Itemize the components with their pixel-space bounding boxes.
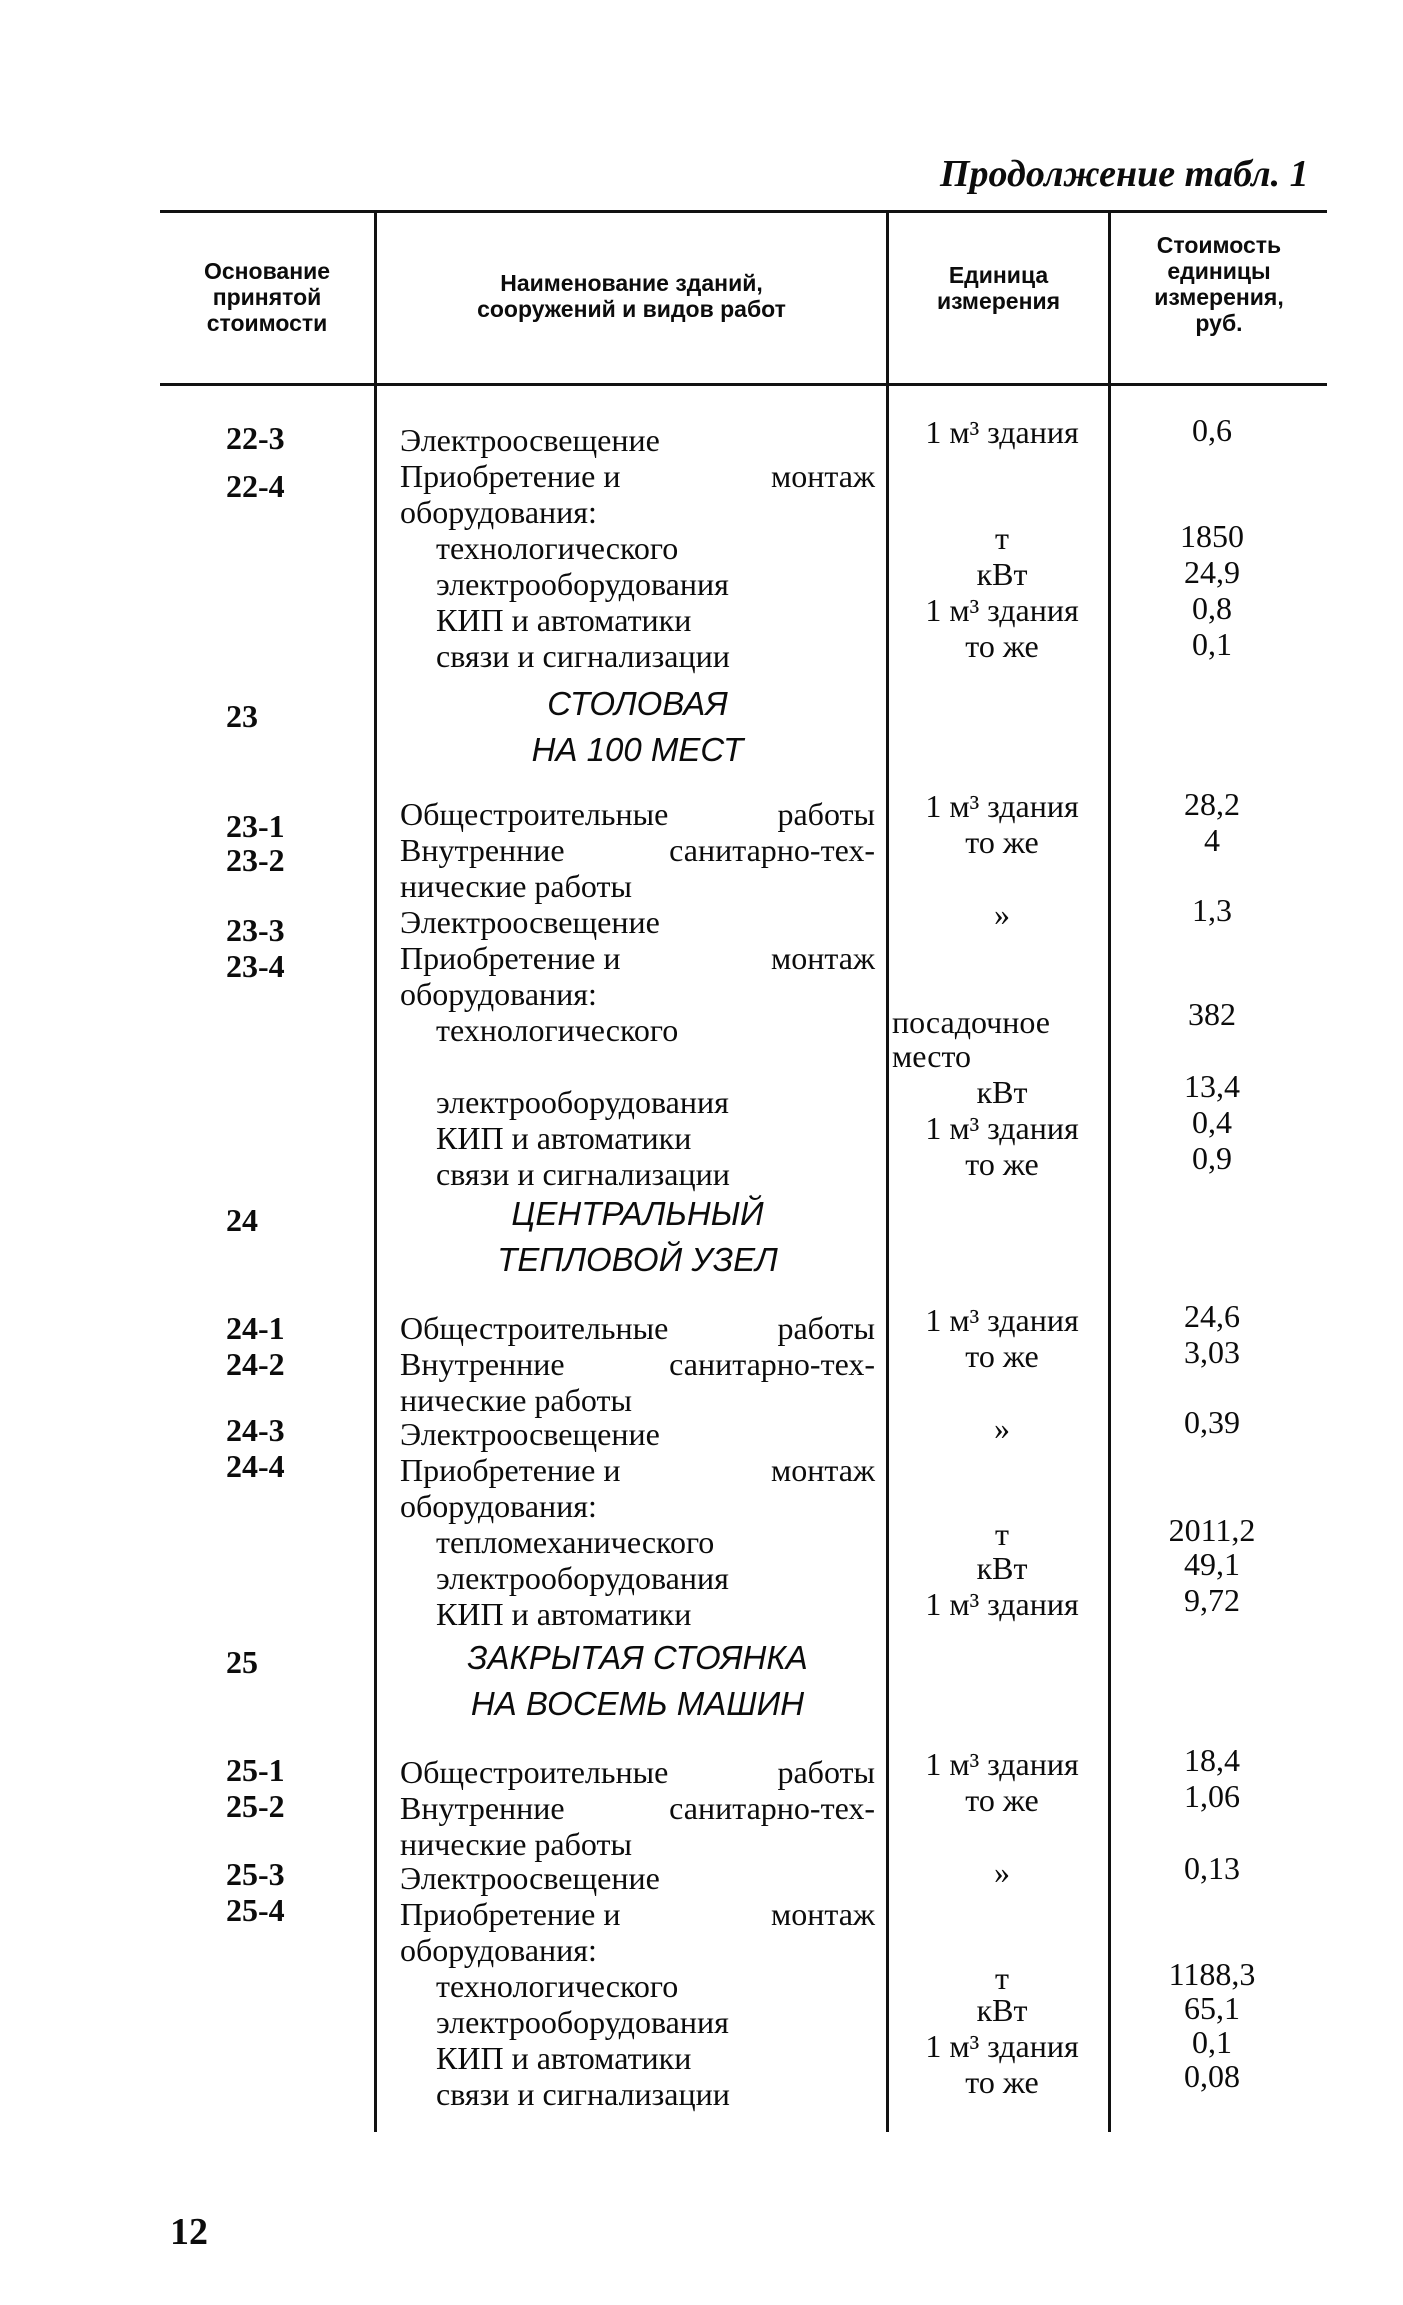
row-name-cont: оборудования: (400, 494, 597, 530)
row-cost: 1,3 (1192, 892, 1232, 928)
row-name: электрооборудования (436, 1084, 729, 1120)
row-cost: 24,9 (1184, 554, 1240, 590)
row-name: Внутренние санитарно-тех- (400, 1346, 875, 1382)
page-number: 12 (170, 2211, 208, 2253)
row-name: тепломеханического (436, 1524, 715, 1560)
row-name-cont: нические работы (400, 868, 632, 904)
row-unit: 1 м³ здания (925, 2028, 1079, 2064)
row-unit: кВт (976, 1992, 1028, 2028)
row-code: 25-4 (226, 1892, 285, 1928)
header-cost: Стоимость единицы измерения, руб. (1154, 232, 1284, 336)
row-name: КИП и автоматики (436, 602, 692, 638)
row-name: Общестроительные работы (400, 1310, 875, 1346)
row-unit: 1 м³ здания (925, 1586, 1079, 1622)
row-unit: » (994, 896, 1010, 932)
section-title: ЗАКРЫТАЯ СТОЯНКА (467, 1639, 808, 1676)
row-code: 22-3 (226, 420, 285, 456)
row-cost: 2011,2 (1168, 1512, 1256, 1548)
row-cost: 0,13 (1184, 1850, 1240, 1886)
row-unit: 1 м³ здания (925, 1746, 1079, 1782)
header-top-rule (160, 210, 1327, 213)
row-unit: то же (965, 1782, 1039, 1818)
row-name: Приобретение и монтаж (400, 458, 875, 494)
row-unit: 1 м³ здания (925, 1110, 1079, 1146)
row-name: Общестроительные работы (400, 1754, 875, 1790)
section-title: ЦЕНТРАЛЬНЫЙ (511, 1195, 764, 1232)
row-cost: 9,72 (1184, 1582, 1240, 1618)
row-unit: кВт (976, 556, 1028, 592)
row-code: 24-4 (226, 1448, 285, 1484)
row-name: связи и сигнализации (436, 638, 730, 674)
section-title: ТЕПЛОВОЙ УЗЕЛ (497, 1241, 778, 1278)
row-code: 25-3 (226, 1856, 285, 1892)
row-cost: 1,06 (1184, 1778, 1240, 1814)
row-code: 25 (226, 1644, 258, 1680)
row-cost: 49,1 (1184, 1546, 1240, 1582)
row-name: Электроосвещение (400, 904, 660, 940)
row-code: 25-2 (226, 1788, 285, 1824)
row-cost: 1188,3 (1168, 1956, 1256, 1992)
row-unit: кВт (976, 1550, 1028, 1586)
row-unit: кВт (976, 1074, 1028, 1110)
row-name: КИП и автоматики (436, 2040, 692, 2076)
row-name-cont: оборудования: (400, 1932, 597, 1968)
row-code: 24-3 (226, 1412, 285, 1448)
row-unit: то же (965, 1338, 1039, 1374)
row-cost: 65,1 (1184, 1990, 1240, 2026)
row-name: электрооборудования (436, 1560, 729, 1596)
row-name: Внутренние санитарно-тех- (400, 832, 875, 868)
row-name: КИП и автоматики (436, 1120, 692, 1156)
row-name: Приобретение и монтаж (400, 1896, 875, 1932)
column-divider-2 (886, 212, 889, 2132)
row-cost: 4 (1204, 822, 1220, 858)
section-title: НА 100 МЕСТ (531, 731, 744, 768)
row-name: Приобретение и монтаж (400, 940, 875, 976)
row-unit: 1 м³ здания (925, 788, 1079, 824)
row-unit: то же (965, 1146, 1039, 1182)
row-name-cont: оборудования: (400, 976, 597, 1012)
row-unit: то же (965, 628, 1039, 664)
row-name: электрооборудования (436, 2004, 729, 2040)
row-cost: 0,39 (1184, 1404, 1240, 1440)
row-name: технологического (436, 1012, 679, 1048)
table-caption: Продолжение табл. 1 (940, 153, 1309, 195)
row-unit: то же (965, 824, 1039, 860)
row-cost: 28,2 (1184, 786, 1240, 822)
row-unit: 1 м³ здания (925, 414, 1079, 450)
row-name: электрооборудования (436, 566, 729, 602)
row-name-cont: нические работы (400, 1382, 632, 1418)
row-name-cont: нические работы (400, 1826, 632, 1862)
row-unit: посадочное (892, 1004, 1050, 1040)
row-name: связи и сигнализации (436, 1156, 730, 1192)
row-unit-cont: место (892, 1038, 972, 1074)
row-name: технологического (436, 1968, 679, 2004)
row-cost: 0,08 (1184, 2058, 1240, 2094)
row-name: Электроосвещение (400, 422, 660, 458)
section-title: СТОЛОВАЯ (547, 685, 728, 722)
row-cost: 24,6 (1184, 1298, 1240, 1334)
row-cost: 13,4 (1184, 1068, 1240, 1104)
row-code: 23-1 (226, 808, 285, 844)
row-code: 23 (226, 698, 258, 734)
row-name: Внутренние санитарно-тех- (400, 1790, 875, 1826)
row-code: 23-4 (226, 948, 285, 984)
row-unit: т (995, 1516, 1009, 1552)
header-name: Наименование зданий, сооружений и видов работ (477, 270, 786, 322)
row-code: 22-4 (226, 468, 285, 504)
row-unit: т (995, 1960, 1009, 1996)
section-title: НА ВОСЕМЬ МАШИН (470, 1685, 805, 1722)
row-cost: 0,1 (1192, 626, 1232, 662)
row-cost: 0,8 (1192, 590, 1232, 626)
row-cost: 0,4 (1192, 1104, 1232, 1140)
row-code: 24 (226, 1202, 258, 1238)
row-unit: » (994, 1854, 1010, 1890)
row-code: 24-1 (226, 1310, 285, 1346)
header-basis: Основание принятой стоимости (203, 258, 331, 336)
row-name: технологического (436, 530, 679, 566)
row-unit: т (995, 520, 1009, 556)
row-name: КИП и автоматики (436, 1596, 692, 1632)
row-cost: 18,4 (1184, 1742, 1240, 1778)
row-cost: 0,6 (1192, 412, 1232, 448)
row-cost: 382 (1188, 996, 1236, 1032)
row-cost: 3,03 (1184, 1334, 1240, 1370)
row-unit: 1 м³ здания (925, 1302, 1079, 1338)
row-code: 25-1 (226, 1752, 285, 1788)
row-name: Приобретение и монтаж (400, 1452, 875, 1488)
row-cost: 0,9 (1192, 1140, 1232, 1176)
row-code: 23-3 (226, 912, 285, 948)
header-bottom-rule (160, 383, 1327, 386)
row-name: Электроосвещение (400, 1416, 660, 1452)
row-name: Электроосвещение (400, 1860, 660, 1896)
row-unit: 1 м³ здания (925, 592, 1079, 628)
column-divider-1 (374, 212, 377, 2132)
header-unit: Единица измерения (936, 262, 1061, 314)
row-name: связи и сигнализации (436, 2076, 730, 2112)
row-name-cont: оборудования: (400, 1488, 597, 1524)
row-cost: 1850 (1180, 518, 1244, 554)
row-unit: » (994, 1410, 1010, 1446)
row-name: Общестроительные работы (400, 796, 875, 832)
row-cost: 0,1 (1192, 2024, 1232, 2060)
row-code: 23-2 (226, 842, 285, 878)
row-code: 24-2 (226, 1346, 285, 1382)
row-unit: то же (965, 2064, 1039, 2100)
